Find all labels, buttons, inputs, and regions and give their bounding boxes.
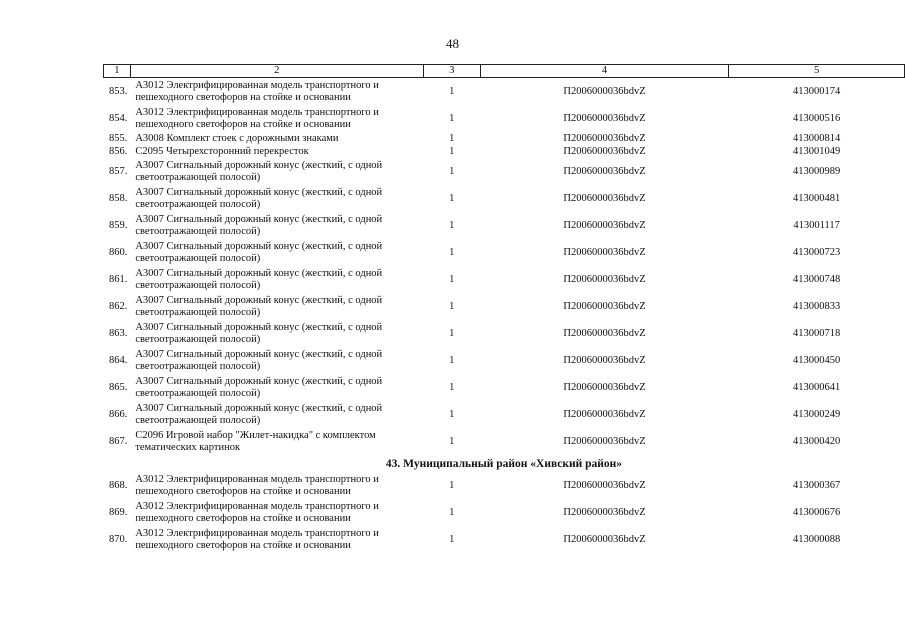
item-name-line-1: А3008 Комплект стоек с дорожными знаками: [135, 132, 339, 144]
inventory-number: П2006000036bdvZ: [563, 132, 646, 144]
inventory-number: П2006000036bdvZ: [563, 435, 646, 447]
table-row: [104, 185, 905, 212]
item-name-line-1: А3012 Электрифицированная модель транспортного и: [135, 106, 379, 118]
quantity: 1: [449, 112, 455, 124]
item-code: 413000481: [793, 192, 841, 204]
item-name-line-2: светоотражающей полосой): [135, 414, 261, 426]
quantity: 1: [449, 327, 455, 339]
row-number: 856.: [108, 145, 128, 157]
item-code: 413000748: [793, 273, 841, 285]
inventory-number: П2006000036bdvZ: [563, 300, 646, 312]
item-name-line-2: светоотражающей полосой): [135, 360, 261, 372]
inventory-number: П2006000036bdvZ: [563, 165, 646, 177]
item-code: 413000516: [793, 112, 841, 124]
table-row: [104, 145, 905, 158]
item-name-line-2: пешеходного светофоров на стойке и основании: [135, 539, 351, 551]
item-name: [130, 239, 423, 266]
item-name-line-1: А3007 Сигнальный дорожный конус (жесткий, с одной: [135, 240, 383, 252]
quantity: 1: [449, 506, 455, 518]
item-code: 413000420: [793, 435, 841, 447]
table-row: [104, 78, 905, 106]
item-name-line-2: светоотражающей полосой): [135, 252, 261, 264]
item-code: 413000174: [793, 85, 841, 97]
section-heading-row: [104, 455, 905, 472]
item-name-line-2: светоотражающей полосой): [135, 225, 261, 237]
inventory-number: П2006000036bdvZ: [563, 479, 646, 491]
quantity: 1: [449, 145, 455, 157]
row-number: 858.: [108, 192, 128, 204]
row-number: 866.: [108, 408, 128, 420]
quantity: 1: [449, 300, 455, 312]
item-name-line-2: светоотражающей полосой): [135, 387, 261, 399]
inventory-number: П2006000036bdvZ: [563, 506, 646, 518]
header-col-4: 4: [480, 65, 728, 78]
item-code: 413000718: [793, 327, 841, 339]
item-code: 413000641: [793, 381, 841, 393]
quantity: 1: [449, 354, 455, 366]
inventory-number: П2006000036bdvZ: [563, 246, 646, 258]
item-code: 413000088: [793, 533, 841, 545]
inventory-number: П2006000036bdvZ: [563, 219, 646, 231]
table-row: [104, 499, 905, 526]
row-number: 863.: [108, 327, 128, 339]
inventory-number: П2006000036bdvZ: [563, 145, 646, 157]
table-row: [104, 374, 905, 401]
item-name: [130, 266, 423, 293]
item-name-line-2: пешеходного светофоров на стойке и основании: [135, 118, 351, 130]
item-name-line-2: пешеходного светофоров на стойке и основании: [135, 91, 351, 103]
item-code: 413000450: [793, 354, 841, 366]
item-name-line-1: А3012 Электрифицированная модель транспортного и: [135, 473, 379, 485]
item-code: 413000723: [793, 246, 841, 258]
inventory-number: П2006000036bdvZ: [563, 192, 646, 204]
item-name-line-1: А3007 Сигнальный дорожный конус (жесткий, с одной: [135, 402, 383, 414]
table-body: [104, 78, 905, 554]
inventory-number: П2006000036bdvZ: [563, 381, 646, 393]
row-number: 862.: [108, 300, 128, 312]
table-row: [104, 526, 905, 553]
item-name: [130, 105, 423, 132]
item-name-line-1: А3007 Сигнальный дорожный конус (жесткий, с одной: [135, 159, 383, 171]
item-name-line-1: С2095 Четырехсторонний перекресток: [135, 145, 309, 157]
row-number: 857.: [108, 165, 128, 177]
item-name: [130, 401, 423, 428]
item-name-line-2: светоотражающей полосой): [135, 333, 261, 345]
inventory-table: [103, 64, 905, 553]
item-name: [130, 374, 423, 401]
item-name-line-1: А3012 Электрифицированная модель транспортного и: [135, 79, 379, 91]
section-title: 43. Муниципальный район «Хивский район»: [385, 457, 623, 470]
item-name-line-1: А3007 Сигнальный дорожный конус (жесткий, с одной: [135, 213, 383, 225]
item-name-line-1: С2096 Игровой набор "Жилет-накидка" с комплектом: [135, 429, 376, 441]
item-name-line-2: светоотражающей полосой): [135, 198, 261, 210]
item-name: [130, 132, 423, 145]
item-name-line-1: А3007 Сигнальный дорожный конус (жесткий, с одной: [135, 186, 383, 198]
item-name-line-2: светоотражающей полосой): [135, 171, 261, 183]
item-name: [130, 212, 423, 239]
item-code: 413000814: [793, 132, 841, 144]
quantity: 1: [449, 273, 455, 285]
table-row: [104, 428, 905, 455]
quantity: 1: [449, 192, 455, 204]
item-name-line-1: А3012 Электрифицированная модель транспортного и: [135, 500, 379, 512]
row-number: 853.: [108, 85, 128, 97]
table-row: [104, 105, 905, 132]
item-name: [130, 347, 423, 374]
quantity: 1: [449, 533, 455, 545]
inventory-number: П2006000036bdvZ: [563, 327, 646, 339]
row-number: 867.: [108, 435, 128, 447]
item-name-line-2: пешеходного светофоров на стойке и основании: [135, 485, 351, 497]
item-name: [130, 472, 423, 499]
item-name-line-1: А3012 Электрифицированная модель транспортного и: [135, 527, 379, 539]
inventory-number: П2006000036bdvZ: [563, 533, 646, 545]
header-col-3: 3: [423, 65, 480, 78]
quantity: 1: [449, 479, 455, 491]
table-row: [104, 401, 905, 428]
item-name-line-2: светоотражающей полосой): [135, 306, 261, 318]
inventory-number: П2006000036bdvZ: [563, 354, 646, 366]
item-name: [130, 185, 423, 212]
item-name: [130, 293, 423, 320]
table-row: [104, 239, 905, 266]
table-row: [104, 132, 905, 145]
quantity: 1: [449, 381, 455, 393]
inventory-number: П2006000036bdvZ: [563, 408, 646, 420]
item-name-line-1: А3007 Сигнальный дорожный конус (жесткий, с одной: [135, 375, 383, 387]
item-name-line-1: А3007 Сигнальный дорожный конус (жесткий, с одной: [135, 321, 383, 333]
row-number: 860.: [108, 246, 128, 258]
item-code: 413000833: [793, 300, 841, 312]
item-name-line-2: светоотражающей полосой): [135, 279, 261, 291]
row-number: 859.: [108, 219, 128, 231]
header-col-2: 2: [130, 65, 423, 78]
item-code: 413000367: [793, 479, 841, 491]
row-number: 861.: [108, 273, 128, 285]
item-name: [130, 158, 423, 185]
table-row: [104, 320, 905, 347]
table-row: [104, 293, 905, 320]
item-name-line-1: А3007 Сигнальный дорожный конус (жесткий, с одной: [135, 294, 383, 306]
item-name-line-2: пешеходного светофоров на стойке и основании: [135, 512, 351, 524]
inventory-number: П2006000036bdvZ: [563, 273, 646, 285]
item-name-line-1: А3007 Сигнальный дорожный конус (жесткий, с одной: [135, 348, 383, 360]
page-number: 48: [446, 36, 459, 51]
quantity: 1: [449, 435, 455, 447]
item-name: [130, 78, 423, 106]
row-number: 854.: [108, 112, 128, 124]
item-name-line-1: А3007 Сигнальный дорожный конус (жесткий, с одной: [135, 267, 383, 279]
item-name: [130, 526, 423, 553]
table-header-row: [104, 65, 905, 78]
quantity: 1: [449, 165, 455, 177]
table-row: [104, 158, 905, 185]
table-row: [104, 347, 905, 374]
quantity: 1: [449, 408, 455, 420]
table-row: [104, 266, 905, 293]
item-code: 413000676: [793, 506, 841, 518]
item-name: [130, 428, 423, 455]
row-number: 869.: [108, 506, 128, 518]
quantity: 1: [449, 246, 455, 258]
item-code: 413001049: [793, 145, 841, 157]
header-col-1: 1: [104, 65, 131, 78]
item-name: [130, 499, 423, 526]
quantity: 1: [449, 219, 455, 231]
inventory-number: П2006000036bdvZ: [563, 112, 646, 124]
item-code: 413001117: [793, 219, 840, 231]
quantity: 1: [449, 132, 455, 144]
row-number: 865.: [108, 381, 128, 393]
row-number: 870.: [108, 533, 128, 545]
table-row: [104, 472, 905, 499]
item-name-line-2: тематических картинок: [135, 441, 241, 453]
row-number: 855.: [108, 132, 128, 144]
row-number: 864.: [108, 354, 128, 366]
inventory-number: П2006000036bdvZ: [563, 85, 646, 97]
item-name: [130, 320, 423, 347]
header-col-5: 5: [729, 65, 905, 78]
item-name: [130, 145, 423, 158]
item-code: 413000989: [793, 165, 841, 177]
quantity: 1: [449, 85, 455, 97]
row-number: 868.: [108, 479, 128, 491]
table-row: [104, 212, 905, 239]
item-code: 413000249: [793, 408, 841, 420]
